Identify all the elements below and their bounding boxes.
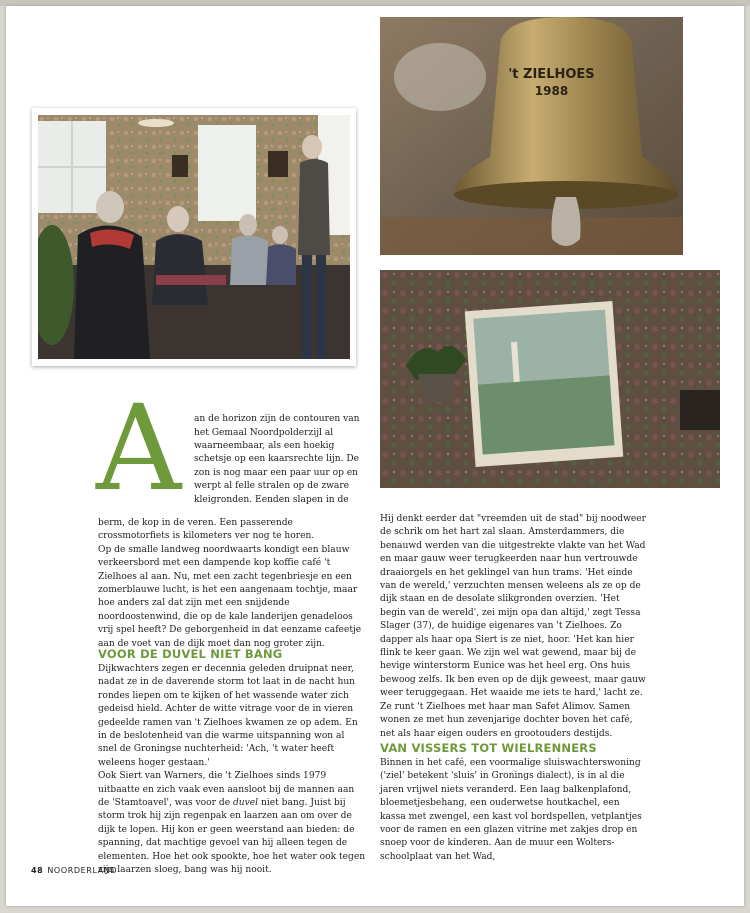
section2-body	[380, 757, 648, 864]
publication-name: NOORDERLAND	[47, 866, 118, 875]
column2-paragraph-1: Hij denkt eerder dat "vreemden uit de stad" bij noodweer de schrik om het hart zal slaan. Amsterdammers, die benauwd werden van die uitgestrekte vlakte van het Wad en maar gauw weer terugkeerden naar hun vertrouwde draaiorgels en het geklingel van hun trams. 'Het einde van de wereld,' verzuchten mensen weleens als ze op de dijk staan en de desolate slikgronden overzien. 'Het begin van de wereld', zei mijn opa dan altijd,' zegt Tessa Slager (37), de huidige eigenares van 't Zielhoes. Zo dapper als haar opa Siert is ze niet, hoor. 'Het kan hier flink te keer gaan. We zijn wel wat gewend, maar bij de hevige winterstorm Eunice was het heel erg. Ons huis bewoog zelfs. Ik ben even op de dijk geweest, maar gauw weer teruggegaan. Het waaide me iets te hard,' lacht ze. Ze runt 't Zielhoes met haar man Safet Alimov. Samen wonen ze met hun zevenjarige dochter boven het café, net als haar eigen ouders en grootouders destijds.	[380, 514, 647, 739]
wall-schoolplate-photo	[380, 270, 720, 488]
section1-paragraph-1: Dijkwachters zegen er decennia geleden druipnat neer, nadat ze in de daverende storm tot laat in de nacht hun rondes liepen om te kijken of het wassende water zich gedeisd hield. Achter de witte vitrage voor de in vieren gedeelde ramen van 't Zielhoes kwamen ze op adem. En in de beslotenheid van die warme uitspanning won al snel de Groningse nuchterheid: 'Ach, 't water heeft weleens hoger gestaan.'	[98, 664, 358, 768]
intro-paragraph-2: Op de smalle landweg noordwaarts kondigt een blauw verkeersbord met een dampende kop koffie café 't Zielhoes al aan. Nu, met een zacht tegenbriesje en een zomerblauwe lucht, is het een aangenaam tochtje, maar hoe anders zal dat zijn met een snijdende noordoostenwind, die op de kale landerijen genadeloos vrij spel heeft? De geborgenheid in dat eenzame cafeetje aan de voet van de dijk moet dan nog groter zijn.	[98, 544, 362, 649]
section1-paragraph-2	[98, 770, 366, 877]
intro-continuation	[98, 517, 364, 651]
column2-body	[380, 513, 648, 741]
intro-text: an de horizon zijn de contouren van het Gemaal Noordpolderzijl al waarneembaar, als een hoekig schetsje op een kaarsrechte lijn. De zon is nog maar een paar uur op en werpt al felle stralen op de zware kleigronden. Eenden slapen in de	[194, 414, 360, 505]
bell-inscription-year: 1988	[534, 84, 569, 98]
bell-photo	[380, 17, 683, 255]
bell-inscription	[380, 67, 683, 98]
section1-p2-italic: duvel	[232, 798, 259, 809]
page-footer	[31, 866, 117, 875]
drop-cap	[96, 379, 188, 517]
drop-cap-letter: A	[96, 379, 182, 517]
intro-lines-beside-cap	[194, 404, 364, 516]
intro-continuation-text: berm, de kop in de veren. Een passerende crossmotorfiets is kilometers ver nog te horen.	[98, 518, 315, 542]
page-number: 48	[31, 866, 44, 875]
section2-paragraph-1: Binnen in het café, een voormalige sluiswachterswoning ('ziel' betekent 'sluis' in Gronings dialect), is in al die jaren vrijwel niets veranderd. Een laag balkenplafond, bloemetjesbehang, een ouderwetse houtkachel, een kassa met zwengel, een kast vol bordspellen, vetplantjes voor de ramen en een glazen vitrine met zakjes drop en snoep voor de kinderen. Aan de muur een Wolters-schoolplaat van het Wad,	[380, 758, 642, 862]
section-heading-2: VAN VISSERS TOT WIELRENNERS	[380, 741, 597, 755]
section1-p2-start: Ook Siert van Warners, die 't Zielhoes sinds 1979 uitbaatte en zich vaak even aansloot bij de mannen aan de 'Stamtoavel', was voor de	[98, 771, 355, 809]
section-heading-1: VOOR DE DUVEL NIET BANG	[98, 647, 283, 661]
section1-body	[98, 663, 366, 878]
cafe-interior-photo	[32, 108, 356, 366]
section1-p2-end: niet bang. Juist bij storm trok hij zijn regenpak en laarzen aan om over de dijk te lopen. Hij kon er geen weerstand aan bieden: de spanning, dat machtige gevoel van hij alleen tegen de elementen. Hoe het ook spookte, hoe het water ook tegen zijn laarzen sloeg, bang was hij nooit.	[98, 798, 366, 876]
bell-inscription-name: 't ZIELHOES	[508, 67, 595, 82]
